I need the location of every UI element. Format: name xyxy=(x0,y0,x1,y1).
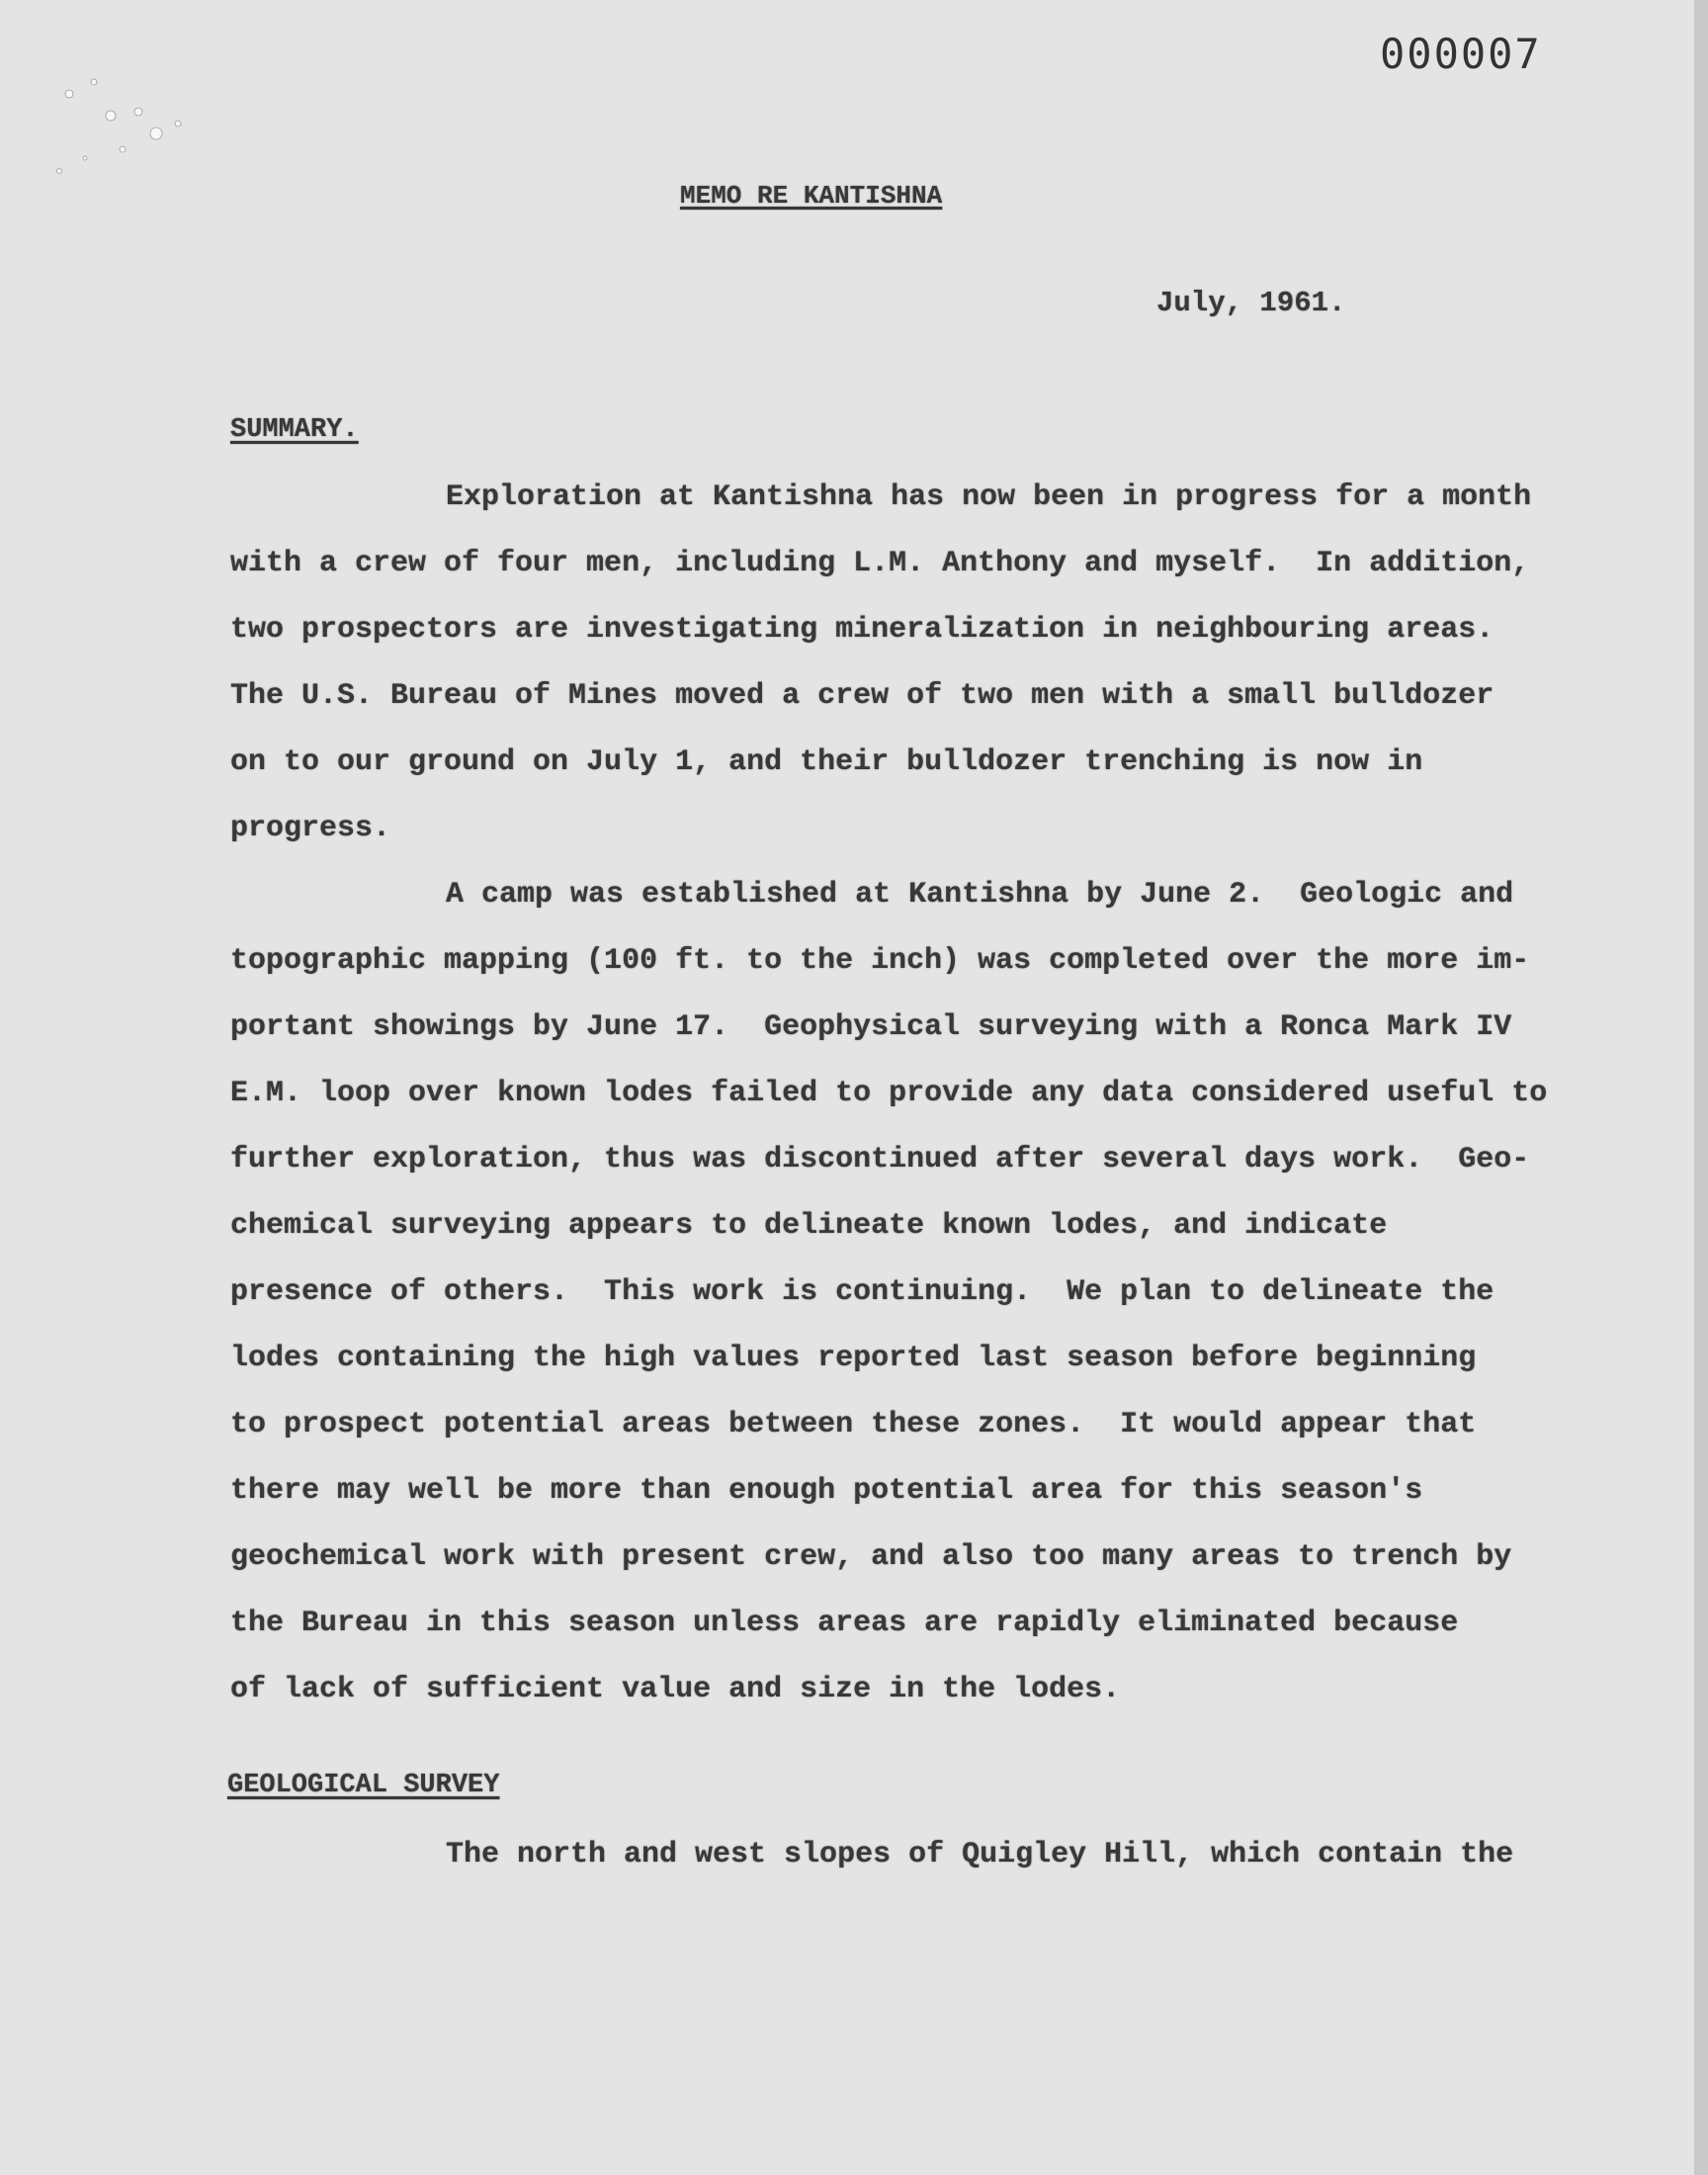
text-line: further exploration, thus was discontinued after several days work. Geo- xyxy=(230,1143,1530,1176)
text-line: to prospect potential areas between these zones. It would appear that xyxy=(230,1408,1477,1441)
text-line: presence of others. This work is continuing. We plan to delineate the xyxy=(230,1275,1494,1309)
memo-title: MEMO RE KANTISHNA xyxy=(680,181,943,211)
text-line: progress. xyxy=(230,812,391,845)
text-line: two prospectors are investigating mineralization in neighbouring areas. xyxy=(230,613,1494,647)
text-line: Exploration at Kantishna has now been in progress for a month xyxy=(446,480,1532,514)
text-line: on to our ground on July 1, and their bulldozer trenching is now in xyxy=(230,745,1423,779)
text-line: portant showings by June 17. Geophysical surveying with a Ronca Mark IV xyxy=(230,1010,1512,1044)
text-line: with a crew of four men, including L.M. Anthony and myself. In addition, xyxy=(230,547,1530,580)
paper-speckle-marks xyxy=(40,54,217,203)
text-line: lodes containing the high values reported last season before beginning xyxy=(230,1342,1477,1375)
text-line: there may well be more than enough potential area for this season's xyxy=(230,1474,1423,1508)
text-line: The U.S. Bureau of Mines moved a crew of two men with a small bulldozer xyxy=(230,679,1494,713)
section-heading-geological-survey: GEOLOGICAL SURVEY xyxy=(227,1771,500,1800)
summary-paragraph-1 xyxy=(230,465,1531,862)
section-heading-summary: SUMMARY. xyxy=(230,415,359,445)
text-line: geochemical work with present crew, and also too many areas to trench by xyxy=(230,1540,1512,1574)
text-line: topographic mapping (100 ft. to the inch) was completed over the more im- xyxy=(230,944,1530,978)
memo-date: July, 1961. xyxy=(1156,287,1346,319)
text-line: E.M. loop over known lodes failed to provide any data considered useful to xyxy=(230,1077,1548,1110)
document-number: 000007 xyxy=(1380,30,1542,78)
text-line: The north and west slopes of Quigley Hill, which contain the xyxy=(446,1838,1514,1871)
paper-edge xyxy=(1694,0,1708,2175)
text-line: of lack of sufficient value and size in the lodes. xyxy=(230,1673,1121,1706)
text-line: the Bureau in this season unless areas are rapidly eliminated because xyxy=(230,1607,1459,1640)
geological-survey-paragraph-1 xyxy=(230,1822,1513,1888)
summary-paragraph-2 xyxy=(230,862,1547,1723)
text-line: A camp was established at Kantishna by June 2. Geologic and xyxy=(446,878,1514,912)
text-line: chemical surveying appears to delineate known lodes, and indicate xyxy=(230,1209,1388,1243)
